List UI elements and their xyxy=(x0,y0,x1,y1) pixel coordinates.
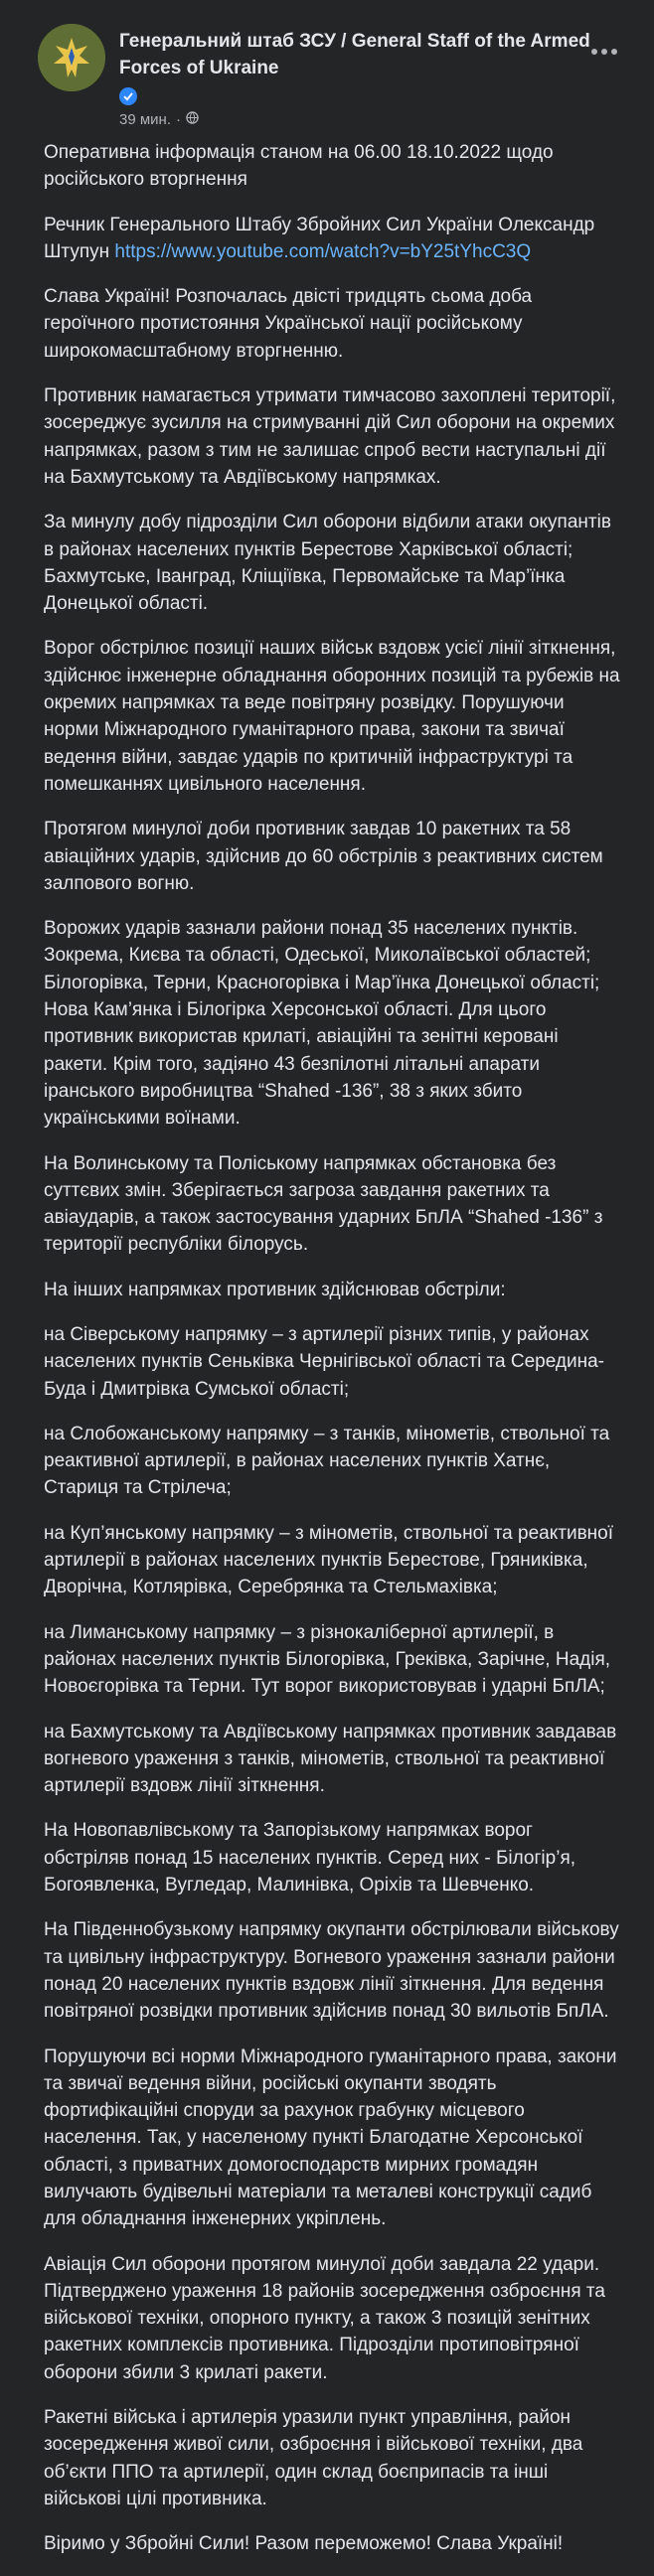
post-paragraph: На Новопавлівському та Запорізькому напрямках ворог обстріляв понад 15 населених пунктів. Серед них - Білогір’я, Богоявленка, Вугледар, Малинівка, Оріхів та Шевченко. xyxy=(44,1820,576,1896)
post-paragraph: на Куп’янському напрямку – з мінометів, ствольної та реактивної артилерії в районах населених пунктів Берестове, Гряниківка, Дворічна, Котлярівка, Серебрянка та Стельмахівка; xyxy=(44,1522,613,1598)
coat-of-arms-icon[interactable] xyxy=(38,24,105,91)
post-paragraph: Порушуючи всі норми Міжнародного гуманітарного права, закони та звичаї ведення війни, російські окупанти зводять фортифікаційні споруди за рахунок грабунку місцевого населення. Так, у населеному пункті Благодатне Херсонської області, з приватних домогосподарств мирних громадян вилучають будівельні матеріали та металеві конструкції садиб для обладнання інженерних укріплень. xyxy=(44,2046,617,2230)
post-body xyxy=(44,139,620,2576)
author-name[interactable]: Генеральний штаб ЗСУ / General Staff of the Armed Forces of Ukraine xyxy=(119,31,590,78)
spokesman-text: Речник Генерального Штабу Збройних Сил України Олександр Штупун xyxy=(44,214,595,262)
youtube-link[interactable]: https://www.youtube.com/watch?v=bY25tYhcC3Q xyxy=(114,240,532,262)
post-time[interactable]: 39 мин. xyxy=(119,111,171,128)
post-header xyxy=(32,0,622,134)
post-paragraph: На інших напрямках противник здійснював обстріли: xyxy=(44,1279,506,1300)
more-dots-icon[interactable] xyxy=(586,40,622,64)
post-meta xyxy=(119,111,199,128)
post-paragraph: Авіація Сил оборони протягом минулої доби завдала 22 удари. Підтверджено ураження 18 районів зосередження озброєння та військової техніки, опорного пункту, а також 3 позицій зенітних ракетних комплексів противника. Підрозділи протиповітряної оборони збили 3 крилаті ракети. xyxy=(44,2253,605,2383)
globe-icon[interactable] xyxy=(186,111,199,128)
post-author[interactable] xyxy=(119,28,596,108)
post-paragraph: на Бахмутському та Авдіївському напрямках противник завдавав вогневого ураження з танків, мінометів, ствольної та реактивної артилерії вздовж лінії зіткнення. xyxy=(44,1721,617,1797)
post-paragraph: Оперативна інформація станом на 06.00 18.10.2022 щодо російського вторгнення xyxy=(44,142,554,191)
post-paragraph: на Слобожанському напрямку – з танків, мінометів, ствольної та реактивної артилерії, в районах населених пунктів Хатнє, Стариця та Стрілеча; xyxy=(44,1423,610,1499)
verified-badge-icon xyxy=(119,87,137,105)
post-paragraph: на Лиманському напрямку – з різнокаліберної артилерії, в районах населених пунктів Білогорівка, Греківка, Зарічне, Надія, Новоєгорівка та Терни. Тут ворог використовував і ударні БпЛА; xyxy=(44,1621,611,1698)
post-paragraph: Ракетні війська і артилерія уразили пункт управління, район зосередження живої сили, озброєння і військової техніки, два об’єкти ППО та артилерії, один склад боєприпасів та інші військові цілі противника. xyxy=(44,2407,583,2509)
post-paragraph: За минулу добу підрозділи Сил оборони відбили атаки окупантів в районах населених пунктів Берестове Харківської області; Бахмутське, Іванград, Кліщіївка, Первомайське та Мар’їнка Донецької області. xyxy=(44,512,611,615)
post-paragraph: Ворог обстрілює позиції наших військ вздовж усієї лінії зіткнення, здійснює інженерне обладнання оборонних позицій та рубежів на окремих напрямках та веде повітряну розвідку. Порушуючи норми Міжнародного гуманітарного права, закони та звичаї ведення війни, завдає ударів по критичній інфраструктурі та помешканнях цивільного населення. xyxy=(44,638,620,795)
post-paragraph: Протягом минулої доби противник завдав 10 ракетних та 58 авіаційних ударів, здійснив до 60 обстрілів з реактивних систем залпового вогню. xyxy=(44,819,603,894)
post-paragraph: Ворожих ударів зазнали райони понад 35 населених пунктів. Зокрема, Києва та області, Одеської, Миколаївської областей; Білогорівка, Терни, Красногорівка і Мар’їнка Донецької області; Нова Кам’янка і Білогірка Херсонської області. Для цього противник використав крилаті, авіаційні та зенітні керовані ракети. Крім того, задіяно 43 безпілотні літальні апарати іранського виробництва “Shahed -136”, 38 з яких збито українськими воїнами. xyxy=(44,918,600,1130)
post-paragraph: Слава Україні! Розпочалась двісті тридцять сьома доба героїчного протистояння Української нації російському широкомасштабному вторгненню. xyxy=(44,286,533,362)
post-paragraph: Віримо у Збройні Сили! Разом переможемо! Слава Україні! xyxy=(44,2533,564,2555)
meta-separator: · xyxy=(176,111,181,128)
post-paragraph: Противник намагається утримати тимчасово захоплені території, зосереджує зусилля на стримуванні дій Сил оборони на окремих напрямках, разом з тим не залишає спроб вести наступальні дії на Бахмутському та Авдіївському напрямках. xyxy=(44,385,616,488)
post-paragraph-spokesman xyxy=(44,212,620,266)
post-paragraph: На Південнобузькому напрямку окупанти обстрілювали військову та цивільну інфраструктуру. Вогневого ураження зазнали райони понад 20 населених пунктів вздовж лінії зіткнення. Для ведення повітряної розвідки противник здійснив понад 30 вильотів БпЛА. xyxy=(44,1919,619,2023)
post-paragraph: На Волинському та Поліському напрямках обстановка без суттєвих змін. Зберігається загроза завдання ракетних та авіаударів, а також застосування ударних БпЛА “Shahed -136” з території республіки білорусь. xyxy=(44,1152,603,1256)
post-paragraph: на Сіверському напрямку – з артилерії різних типів, у районах населених пунктів Сеньківка Чернігівської області та Середина-Буда і Дмитрівка Сумської області; xyxy=(44,1323,604,1400)
